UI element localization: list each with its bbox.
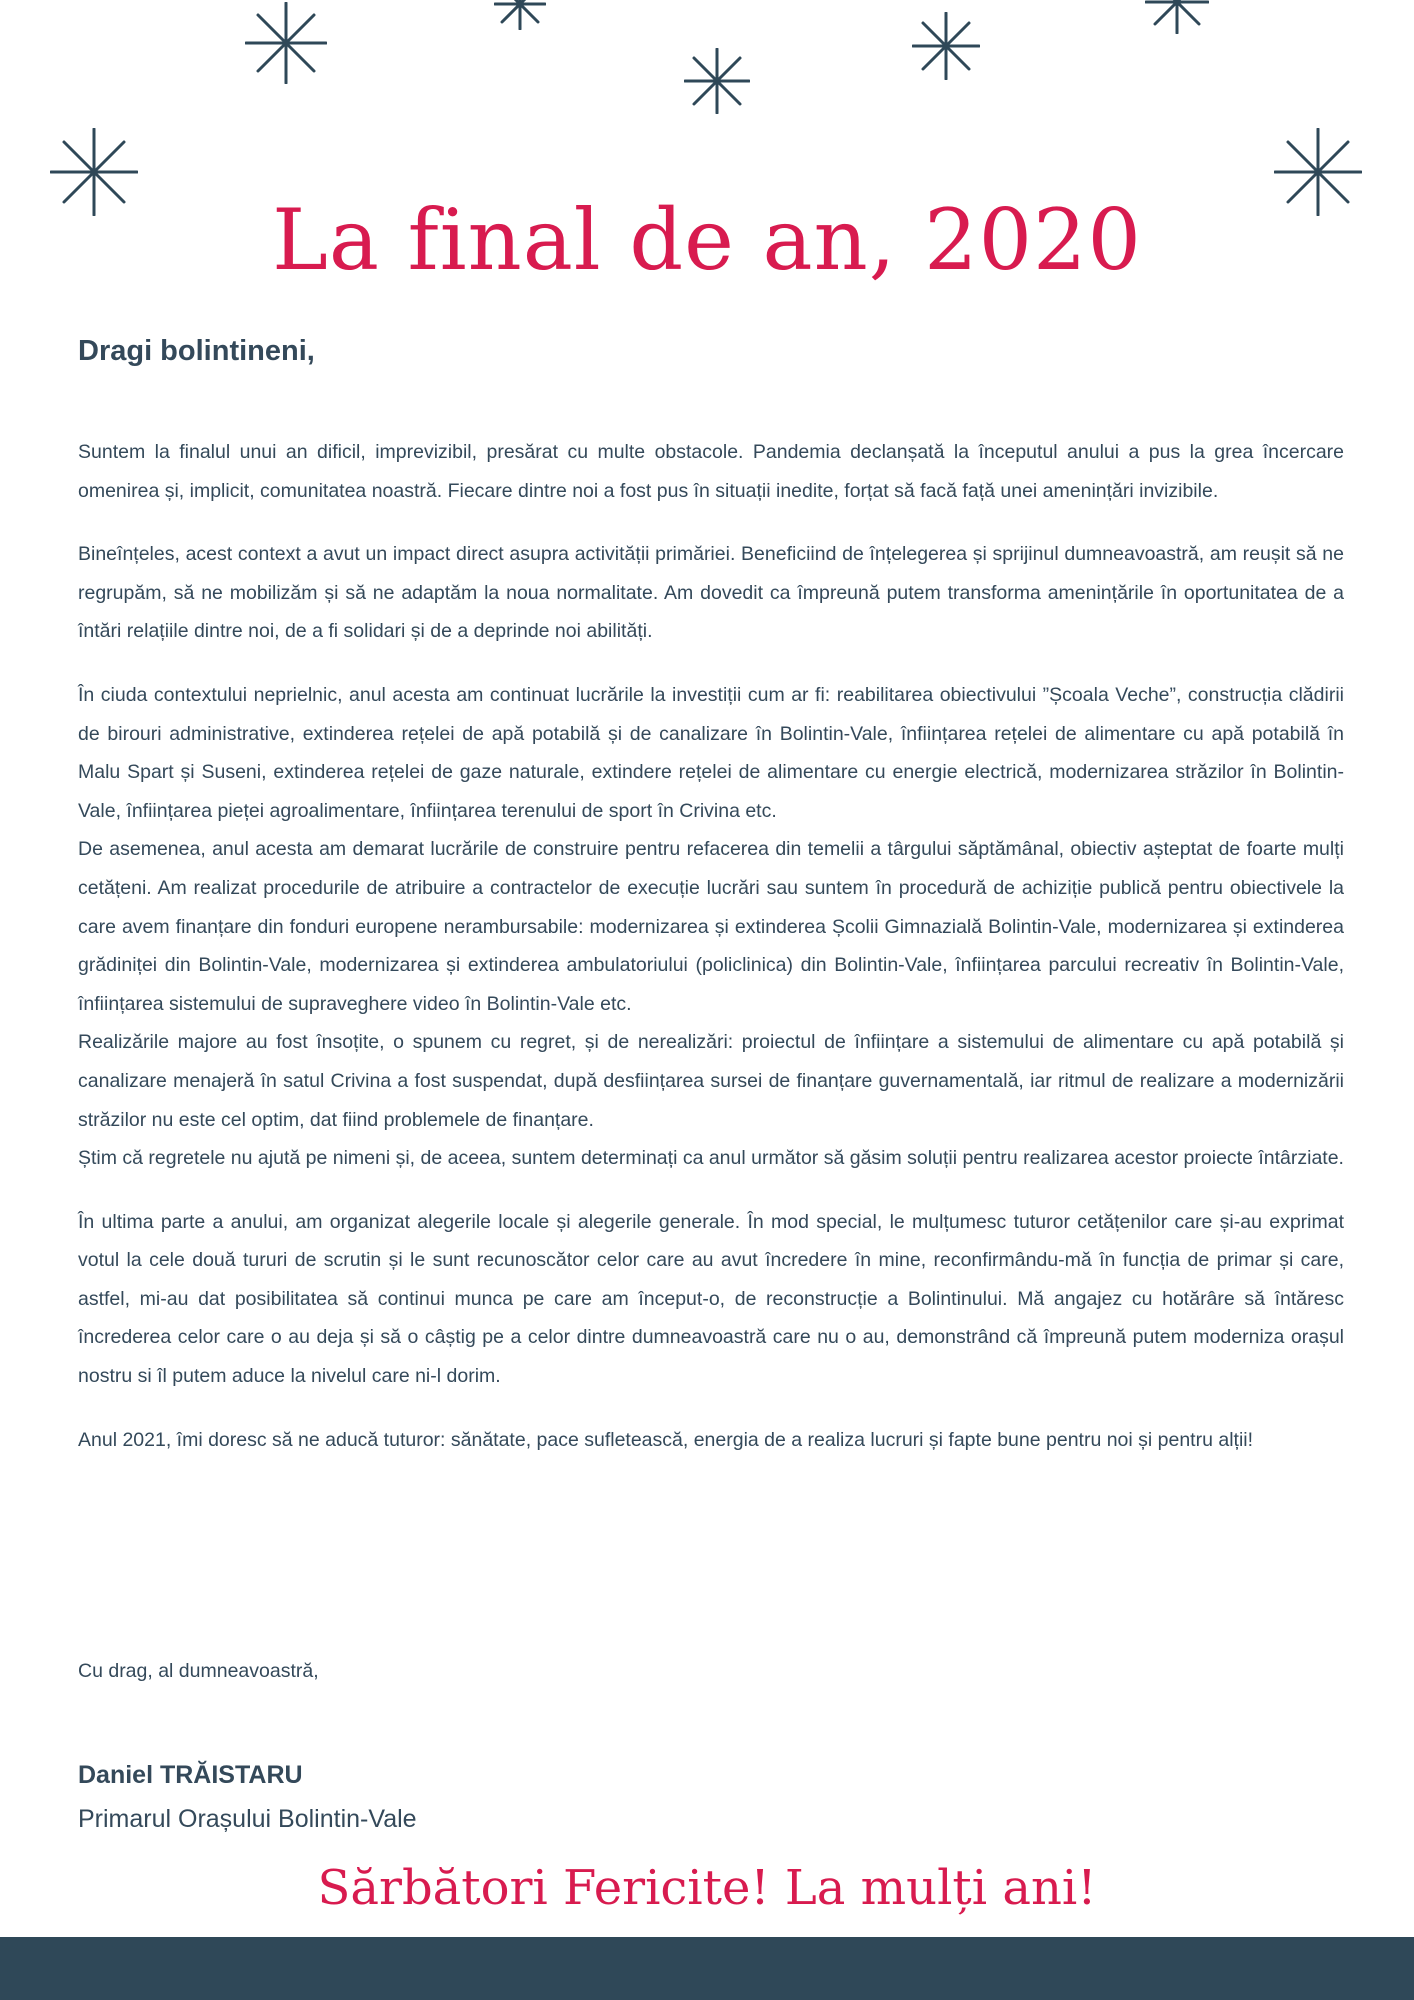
star-icon — [494, 0, 546, 30]
page-title: La final de an, 2020 — [272, 191, 1142, 289]
paragraph: În ciuda contextului neprielnic, anul acesta am continuat lucrările la investiții cum ar fi: reabilitarea obiectivului ”Școala Veche”, construcția clădirii de birouri administrative, extinderea rețelei de apă potabilă și de canalizare în Bolintin-Vale, înființarea rețelei de alimentare cu apă potabilă în Malu Spart și Suseni, extinderea rețelei de gaze naturale, extindere rețelei de alimentare cu energie electrică, modernizarea străzilor în Bolintin-Vale, înființarea pieței agroalimentare, înființarea terenului de sport în Crivina etc. — [78, 683, 1344, 822]
paragraph: Bineînțeles, acest context a avut un impact direct asupra activității primăriei. Beneficiind de înțelegerea și sprijinul dumneavoastră, am reușit să ne regrupăm, să ne mobilizăm și să ne adaptăm la noua normalitate. Am dovedit ca împreună putem transforma amenințările în oportunitatea de a întări relațiile dintre noi, de a fi solidari și de a deprinde noi abilități. — [78, 543, 1344, 643]
star-icon — [1145, 0, 1209, 34]
footer-band — [0, 1937, 1414, 2000]
paragraph: În ultima parte a anului, am organizat alegerile locale și alegerile generale. În mod special, le mulțumesc tuturor cetățenilor care și-au exprimat votul la cele două tururi de scrutin și le sunt recunoscător celor care au avut încredere în mine, reconfirmându-mă în funcția de primar și care, astfel, mi-au dat posibilitatea să continui munca pe care am început-o, de reconstrucție a Bolintinului. Mă angajez cu hotărâre să întăresc încrederea celor care o au deja și să o câștig pe a celor dintre dumneavoastră care nu o au, demonstrând că împreună putem moderniza orașul nostru si îl putem aduce la nivelul care ni-l dorim. — [78, 1210, 1344, 1388]
paragraph: Știm că regretele nu ajută pe nimeni și, de aceea, suntem determinați ca anul următor să găsim soluții pentru realizarea acestor proiecte întârziate. — [78, 1147, 1344, 1170]
greeting: Dragi bolintineni, — [78, 335, 315, 367]
closing: Cu drag, al dumneavoastră, — [78, 1660, 319, 1682]
paragraph: Suntem la finalul unui an dificil, imprevizibil, presărat cu multe obstacole. Pandemia declanșată la începutul anului a pus la grea încercare omenirea și, implicit, comunitatea noastră. Fiecare dintre noi a fost pus în situații inedite, forțat să facă față unei amenințări invizibile. — [78, 441, 1344, 502]
signature-name: Daniel TRĂISTARU — [78, 1761, 303, 1789]
star-icon — [684, 48, 750, 114]
star-icon — [912, 12, 980, 80]
paragraph: De asemenea, anul acesta am demarat lucrările de construire pentru refacerea din temelii a târgului săptămânal, obiectiv așteptat de foarte mulți cetățeni. Am realizat procedurile de atribuire a contractelor de execuție lucrări sau suntem în procedură de achiziție publică pentru obiectivele la care avem finanțare din fonduri europene nerambursabile: modernizarea și extinderea Școlii Gimnazială Bolintin-Vale, modernizarea și extinderea grădiniței din Bolintin-Vale, modernizarea și extinderea ambulatoriului (policlinica) din Bolintin-Vale, înființarea parcului recreativ în Bolintin-Vale, înființarea sistemului de supraveghere video în Bolintin-Vale etc. — [78, 838, 1344, 1015]
star-icon — [245, 2, 327, 84]
paragraph: Anul 2021, îmi doresc să ne aducă tuturor: sănătate, pace sufletească, energia de a realiza lucruri și fapte bune pentru noi și pentru alții! — [78, 1428, 1254, 1451]
signature-role: Primarul Orașului Bolintin-Vale — [78, 1805, 417, 1833]
holiday-wishes: Sărbători Fericite! La mulți ani! — [317, 1860, 1097, 1916]
paragraph: Realizările majore au fost însoțite, o spunem cu regret, și de nerealizări: proiectul de înființare a sistemului de alimentare cu apă potabilă și canalizare menajeră în satul Crivina a fost suspendat, după desființarea sursei de finanțare guvernamentală, iar ritmul de realizare a modernizării străzilor nu este cel optim, dat fiind problemele de finanțare. — [78, 1031, 1344, 1131]
letter-body — [78, 433, 1344, 1459]
